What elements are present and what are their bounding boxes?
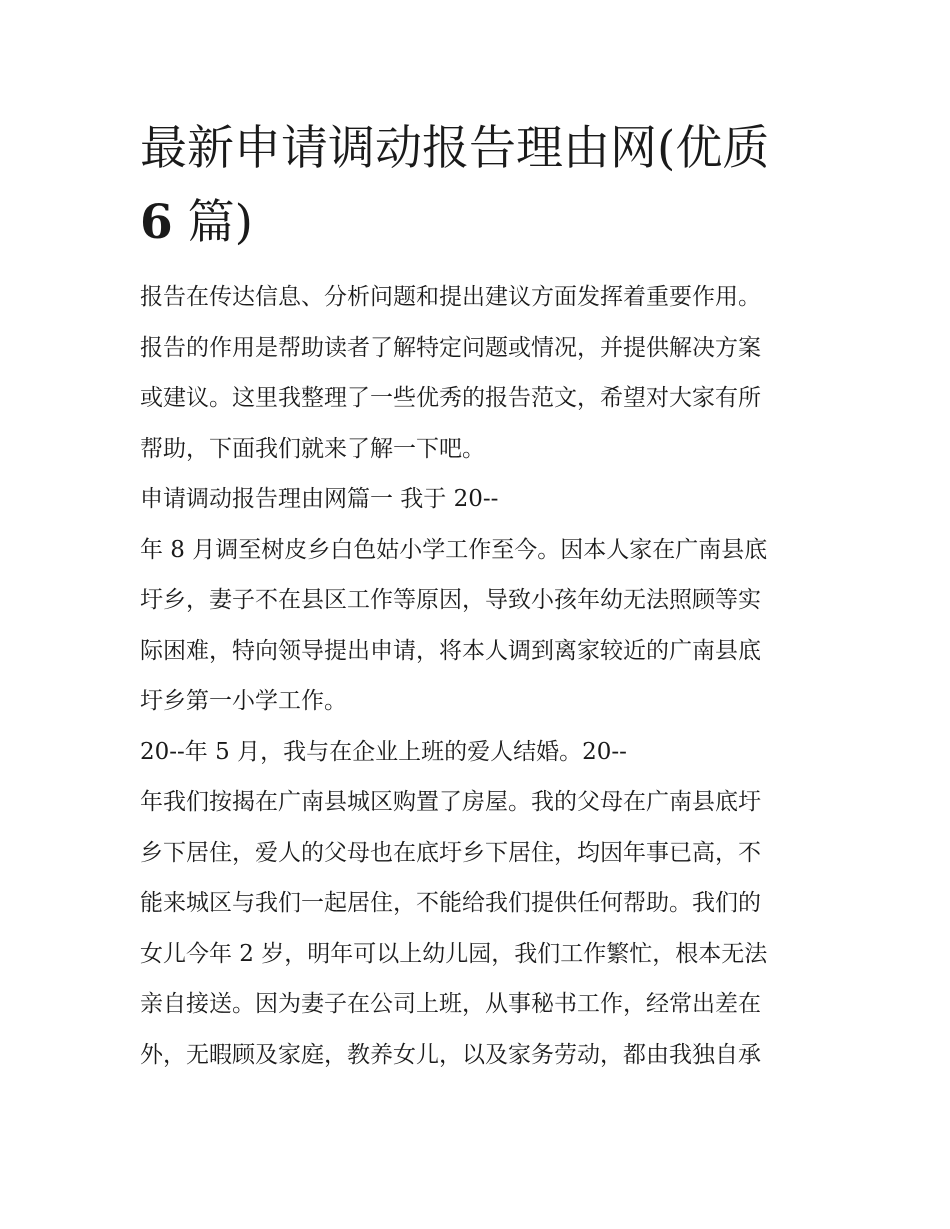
body-line: 能来城区与我们一起居住，不能给我们提供任何帮助。我们的 (140, 890, 761, 916)
section-heading-line: 申请调动报告理由网篇一 我于 20-- (140, 486, 499, 512)
body-line: 乡下居住，爱人的父母也在底圩乡下居住，均因年事已高，不 (140, 839, 761, 866)
body-line: 亲自接送。因为妻子在公司上班，从事秘书工作，经常出差在 (140, 991, 761, 1017)
document-body (140, 272, 812, 1080)
title-line-1: 最新申请调动报告理由网(优质 (140, 121, 770, 176)
document-title (140, 112, 812, 260)
body-line: 或建议。这里我整理了一些优秀的报告范文，希望对大家有所 (140, 385, 761, 411)
document-page (140, 112, 812, 1080)
body-line: 年我们按揭在广南县城区购置了房屋。我的父母在广南县底圩 (140, 789, 761, 815)
title-count: 6 (140, 195, 173, 250)
body-line: 年 8 月调至树皮乡白色姑小学工作至今。因本人家在广南县底 (140, 536, 768, 563)
body-text (140, 272, 812, 1080)
body-line: 报告的作用是帮助读者了解特定问题或情况，并提供解决方案 (140, 334, 761, 361)
body-line: 20--年 5 月，我与在企业上班的爱人结婚。20-- (140, 738, 627, 765)
body-line: 帮助，下面我们就来了解一下吧。 (140, 435, 485, 462)
body-line: 外，无暇顾及家庭，教养女儿，以及家务劳动，都由我独自承 (140, 1041, 761, 1068)
title-line-2 (140, 186, 812, 260)
body-line: 际困难，特向领导提出申请，将本人调到离家较近的广南县底 (140, 637, 761, 664)
body-line: 圩乡，妻子不在县区工作等原因，导致小孩年幼无法照顾等实 (140, 587, 761, 613)
body-line: 女儿今年 2 岁，明年可以上幼儿园，我们工作繁忙，根本无法 (140, 940, 768, 967)
title-suffix: 篇) (172, 195, 253, 250)
body-line: 圩乡第一小学工作。 (140, 688, 347, 714)
body-line: 报告在传达信息、分析问题和提出建议方面发挥着重要作用。 (140, 284, 761, 310)
